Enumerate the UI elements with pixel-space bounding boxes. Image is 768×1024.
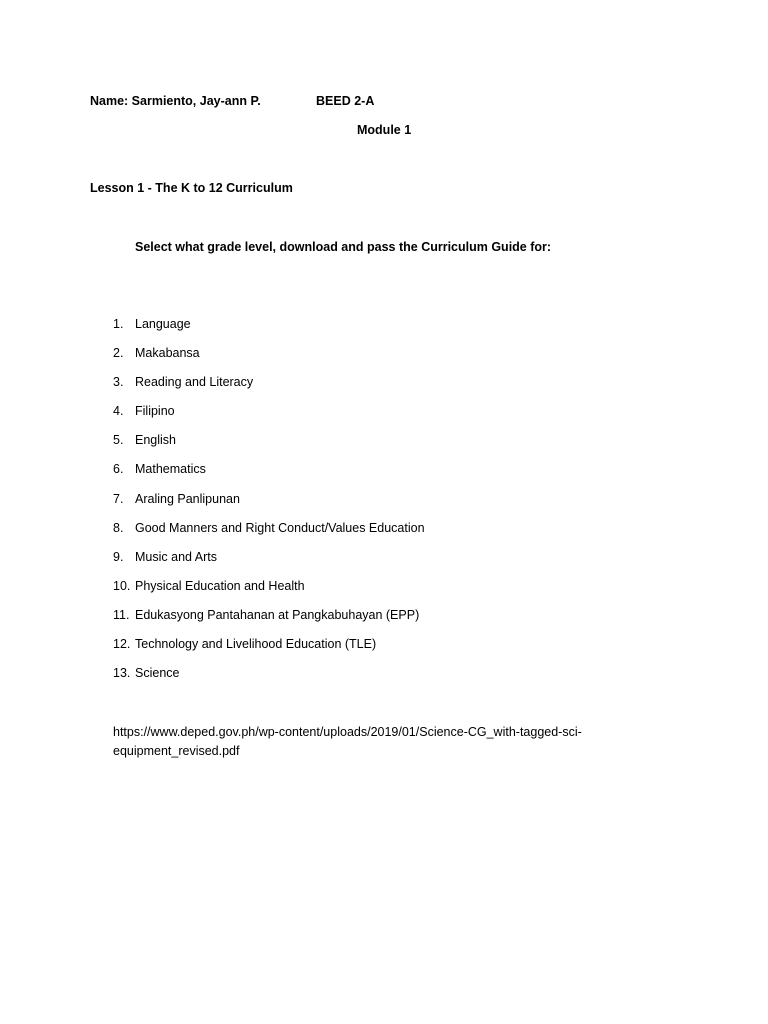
list-item	[113, 607, 425, 636]
lesson-title: Lesson 1 - The K to 12 Curriculum	[90, 181, 293, 195]
list-number: 7.	[113, 491, 124, 506]
list-number: 6.	[113, 462, 124, 477]
section-label: BEED 2-A	[316, 94, 375, 108]
subject-label: Filipino	[135, 404, 175, 419]
link-line-2[interactable]: equipment_revised.pdf	[113, 744, 240, 758]
module-title: Module 1	[357, 123, 412, 137]
list-item	[113, 345, 425, 374]
list-item	[113, 403, 425, 432]
subject-label: Technology and Livelihood Education (TLE)	[135, 637, 377, 652]
subject-label: Edukasyong Pantahanan at Pangkabuhayan (EPP)	[135, 607, 420, 622]
list-number: 11.	[113, 607, 130, 622]
link-line-1[interactable]: https://www.deped.gov.ph/wp-content/uploads/2019/01/Science-CG_with-tagged-sci-	[113, 725, 582, 739]
subject-label: Reading and Literacy	[135, 375, 254, 390]
student-name: Name: Sarmiento, Jay-ann P.	[90, 94, 261, 108]
list-number: 13.	[113, 666, 131, 681]
list-number: 12.	[113, 637, 131, 652]
list-number: 3.	[113, 375, 124, 390]
subject-label: Good Manners and Right Conduct/Values Education	[135, 520, 425, 535]
list-number: 9.	[113, 549, 124, 564]
list-number: 4.	[113, 404, 124, 419]
subject-label: Language	[135, 317, 191, 331]
subject-label: Science	[135, 666, 180, 681]
subject-list	[113, 316, 425, 694]
list-number: 10.	[113, 578, 131, 593]
subject-label: Mathematics	[135, 462, 206, 477]
list-item	[113, 491, 425, 520]
list-number: 8.	[113, 520, 124, 535]
list-item	[113, 665, 425, 694]
list-item	[113, 549, 425, 578]
list-item	[113, 432, 425, 461]
list-number: 2.	[113, 346, 124, 361]
instruction-text: Select what grade level, download and pass the Curriculum Guide for:	[135, 240, 552, 254]
subject-label: Araling Panlipunan	[135, 491, 240, 506]
subject-label: Music and Arts	[135, 549, 217, 564]
list-item	[113, 578, 425, 607]
subject-label: English	[135, 433, 176, 448]
subject-label: Physical Education and Health	[135, 578, 305, 593]
curriculum-guide-link[interactable]	[113, 723, 613, 761]
list-item	[113, 316, 425, 345]
list-item	[113, 461, 425, 490]
list-item	[113, 636, 425, 665]
list-item	[113, 374, 425, 403]
list-item	[113, 520, 425, 549]
list-number: 1.	[113, 317, 124, 331]
list-number: 5.	[113, 433, 124, 448]
subject-label: Makabansa	[135, 346, 200, 361]
